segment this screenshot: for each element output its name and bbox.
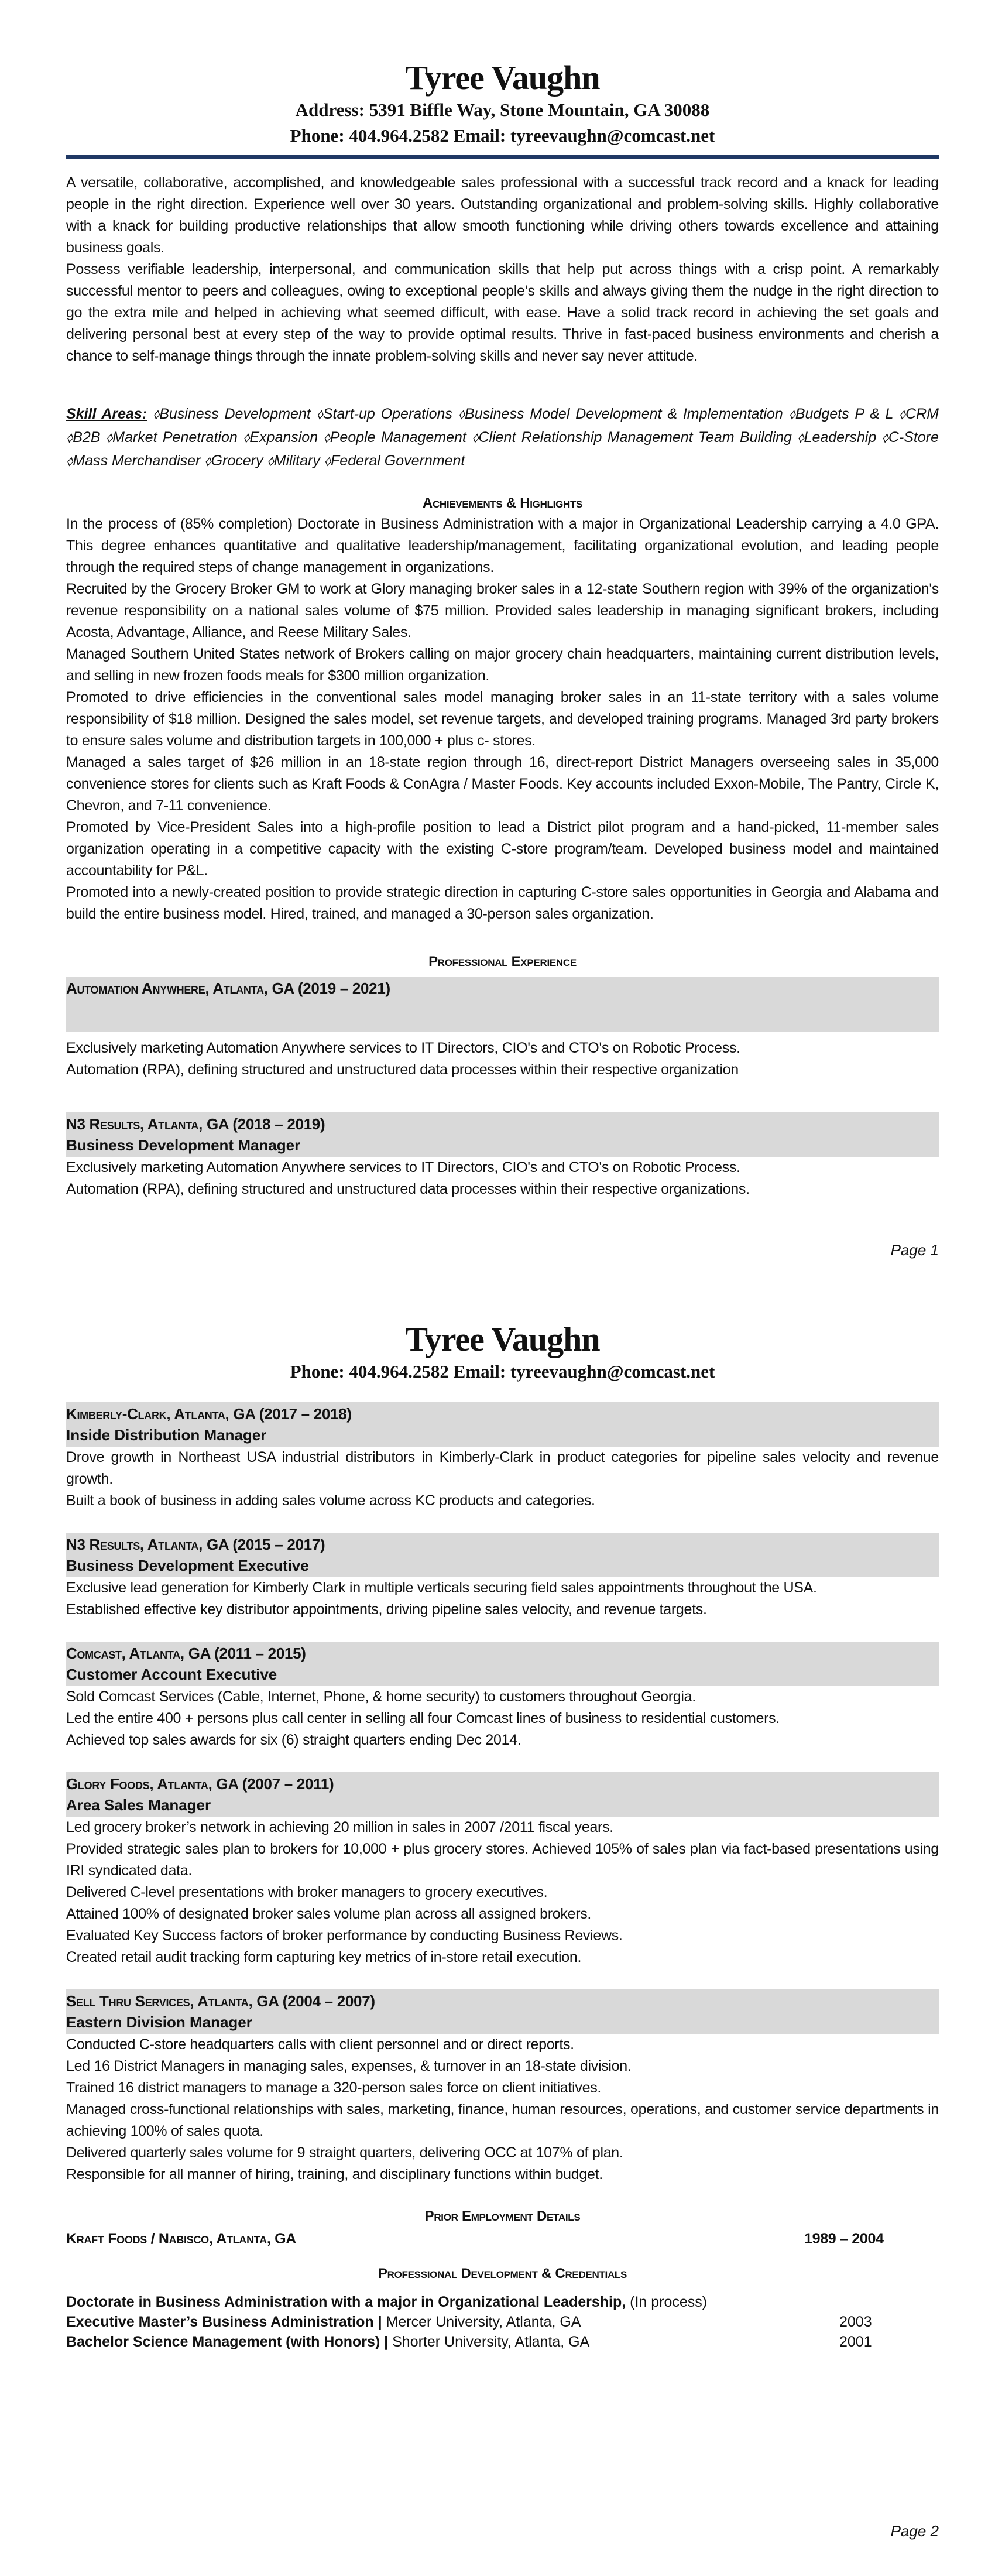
job-company: Sell Thru Services, Atlanta, GA (2004 – 2007)	[66, 1992, 375, 2010]
credentials-list	[66, 2292, 939, 2352]
achievement-item: Promoted into a newly-created position to provide strategic direction in capturing C-store sales opportunities in Georgia and Alabama and build the entire business model. Hired, trained, and managed a 30-person sales organization.	[66, 884, 939, 922]
achievement-item: Managed a sales target of $26 million in an 18-state region through 16, direct-report District Managers overseeing sales in 35,000 convenience stores for clients such as Kraft Foods & ConAgra / Master Foods. Key accounts included Exxon-Mobile, The Pantry, Circle K, Chevron, and 7-11 convenience.	[66, 754, 939, 814]
job-entry	[66, 1112, 939, 1200]
job-bullet: Delivered quarterly sales volume for 9 straight quarters, delivering OCC at 107% of plan.	[66, 2145, 623, 2161]
credential-text	[66, 2332, 839, 2352]
job-description	[66, 1157, 939, 1200]
credential-degree: Executive Master’s Business Administration |	[66, 2314, 382, 2330]
job-bullet: Managed cross-functional relationships with sales, marketing, finance, human resources, operations, and customer service departments in achieving 100% of sales quota.	[66, 2101, 939, 2139]
credential-text	[66, 2312, 839, 2332]
job-bullet: Led the entire 400 + persons plus call center in selling all four Comcast lines of business to residential customers.	[66, 1710, 780, 1727]
credentials-heading: Professional Development & Credentials	[378, 2266, 627, 2282]
job-description	[66, 2034, 939, 2186]
resume-header	[66, 59, 939, 149]
job-bullet: Exclusively marketing Automation Anywhere services to IT Directors, CIO's and CTO's on Robotic Process.	[66, 1040, 740, 1056]
candidate-name: Tyree Vaughn	[405, 59, 600, 97]
credential-detail: Shorter University, Atlanta, GA	[388, 2334, 590, 2350]
job-header	[66, 1772, 939, 1817]
achievement-item: Recruited by the Grocery Broker GM to work at Glory managing broker sales in a 12-state Southern region with 39% of the organization's revenue responsibility on a national sales volume of $75 million. Provided sales leadership in managing significant brokers, including Acosta, Advantage, Alliance, and Reese Military Sales.	[66, 581, 939, 640]
job-bullet: Conducted C-store headquarters calls with client personnel and or direct reports.	[66, 2036, 574, 2053]
job-header	[66, 1533, 939, 1577]
job-company: Glory Foods, Atlanta, GA (2007 – 2011)	[66, 1775, 334, 1793]
summary-paragraph: A versatile, collaborative, accomplished, and knowledgeable sales professional with a successful track record and a knack for leading people in the right direction. Experience well over 30 years. Outstanding organizational and problem-solving skills. Highly collaborative with a knack for building productive relationships that allow smooth functioning while driving others towards excellence and attaining business goals.	[66, 174, 939, 256]
credential-detail: Mercer University, Atlanta, GA	[382, 2314, 581, 2330]
credential-degree: Bachelor Science Management (with Honors) |	[66, 2334, 389, 2350]
job-bullet: Created retail audit tracking form capturing key metrics of in-store retail execution.	[66, 1949, 582, 1965]
prior-employment-row	[66, 2229, 939, 2249]
job-entry	[66, 1533, 939, 1621]
job-header	[66, 1402, 939, 1447]
job-bullet: Built a book of business in adding sales volume across KC products and categories.	[66, 1492, 595, 1509]
job-bullet: Attained 100% of designated broker sales volume plan across all assigned brokers.	[66, 1906, 592, 1922]
contact-info: Phone: 404.964.2582 Email: tyreevaughn@comcast.net	[290, 125, 715, 146]
contact-info: Phone: 404.964.2582 Email: tyreevaughn@comcast.net	[290, 1361, 715, 1382]
job-header	[66, 1989, 939, 2034]
job-entry	[66, 977, 939, 1081]
job-bullet: Established effective key distributor appointments, driving pipeline sales velocity, and revenue targets.	[66, 1601, 707, 1618]
job-bullet: Automation (RPA), defining structured and unstructured data processes within their respective organizations.	[66, 1181, 750, 1197]
resume-header-page-2	[66, 1320, 939, 1385]
job-bullet: Drove growth in Northeast USA industrial distributors in Kimberly-Clark in product categories for pipeline sales velocity and revenue growth.	[66, 1449, 939, 1487]
job-title: Area Sales Manager	[66, 1796, 211, 1814]
job-bullet: Sold Comcast Services (Cable, Internet, Phone, & home security) to customers throughout Georgia.	[66, 1688, 696, 1705]
job-description	[66, 1037, 939, 1081]
job-company: N3 Results, Atlanta, GA (2018 – 2019)	[66, 1115, 325, 1133]
credential-detail: (In process)	[626, 2294, 708, 2310]
page-1-content	[66, 59, 939, 1200]
page-number: Page 2	[890, 2522, 939, 2540]
job-bullet: Evaluated Key Success factors of broker performance by conducting Business Reviews.	[66, 1927, 623, 1944]
job-description	[66, 1686, 939, 1751]
job-company: Comcast, Atlanta, GA (2011 – 2015)	[66, 1645, 306, 1662]
job-bullet: Exclusively marketing Automation Anywhere services to IT Directors, CIO's and CTO's on Robotic Process.	[66, 1159, 740, 1176]
job-bullet: Delivered C-level presentations with broker managers to grocery executives.	[66, 1884, 548, 1900]
achievement-item: In the process of (85% completion) Doctorate in Business Administration with a major in Organizational Leadership carrying a 4.0 GPA. This degree enhances quantitative and qualitative leadership/management, facilitating organizational evolution, and leading people through the required steps of change management in organizations.	[66, 516, 939, 576]
job-company: Automation Anywhere, Atlanta, GA (2019 – 2021)	[66, 979, 390, 997]
prior-company: Kraft Foods / Nabisco, Atlanta, GA	[66, 2231, 297, 2247]
achievements-heading: Achievements & Highlights	[422, 495, 583, 511]
job-bullet: Led 16 District Managers in managing sales, expenses, & turnover in an 18-state division.	[66, 2058, 632, 2074]
job-bullet: Exclusive lead generation for Kimberly Clark in multiple verticals securing field sales appointments throughout the USA.	[66, 1580, 817, 1596]
credential-year: 2003	[839, 2314, 872, 2330]
job-title: Business Development Executive	[66, 1557, 309, 1574]
header-divider	[66, 155, 939, 159]
credential-year: 2001	[839, 2334, 872, 2350]
summary	[66, 172, 939, 367]
job-entry	[66, 1642, 939, 1751]
job-entry	[66, 1772, 939, 1968]
job-company: Kimberly-Clark, Atlanta, GA (2017 – 2018)	[66, 1405, 352, 1423]
job-description	[66, 1447, 939, 1512]
job-header	[66, 977, 939, 1032]
job-bullet: Provided strategic sales plan to brokers for 10,000 + plus grocery stores. Achieved 105% of sales plan via fact-based presentations using IRI syndicated data.	[66, 1841, 939, 1879]
job-title: Business Development Manager	[66, 1136, 301, 1154]
credential-degree: Doctorate in Business Administration with a major in Organizational Leadership,	[66, 2294, 626, 2310]
achievements-list	[66, 513, 939, 925]
skill-areas-label: Skill Areas:	[66, 406, 147, 422]
job-entry	[66, 1989, 939, 2186]
summary-paragraph: Possess verifiable leadership, interpersonal, and communication skills that help put across things with a crisp point. A remarkably successful mentor to peers and colleagues, owing to exceptional people’s skills and always giving them the nudge in the right direction to go the extra mile and helped in achieving what seemed difficult, with ease. Have a solid track record in achieving the set goals and delivering personal best at every step of the way to provide optimal results. Thrive in fast-paced business environments and cherish a chance to self-manage things through the innate problem-solving skills and never say never attitude.	[66, 261, 939, 364]
resume-page-2	[0, 1288, 995, 2576]
page-number: Page 1	[890, 1241, 939, 1259]
credential-row	[66, 2332, 939, 2352]
experience-heading: Professional Experience	[428, 954, 577, 970]
credential-row	[66, 2312, 939, 2332]
job-title: Inside Distribution Manager	[66, 1426, 267, 1444]
credential-row	[66, 2292, 939, 2312]
job-bullet: Trained 16 district managers to manage a 320-person sales force on client initiatives.	[66, 2080, 602, 2096]
job-header	[66, 1642, 939, 1686]
page-2-content	[66, 1320, 939, 2352]
skill-areas	[66, 402, 939, 472]
credential-year	[839, 2292, 939, 2312]
address: Address: 5391 Biffle Way, Stone Mountain, GA 30088	[295, 100, 710, 120]
experience-list-page-2	[66, 1402, 939, 2186]
job-company: N3 Results, Atlanta, GA (2015 – 2017)	[66, 1536, 325, 1553]
job-header	[66, 1112, 939, 1157]
experience-list-page-1	[66, 977, 939, 1200]
job-description	[66, 1577, 939, 1621]
job-bullet: Responsible for all manner of hiring, training, and disciplinary functions within budget.	[66, 2166, 603, 2183]
prior-employment-heading: Prior Employment Details	[424, 2208, 581, 2224]
job-bullet: Achieved top sales awards for six (6) straight quarters ending Dec 2014.	[66, 1732, 521, 1748]
achievement-item: Promoted to drive efficiencies in the conventional sales model managing broker sales in an 11-state territory with a sales volume responsibility of $18 million. Designed the sales model, set revenue targets, and developed training programs. Managed 3rd party brokers to ensure sales volume and distribution targets in 100,000 + plus c- stores.	[66, 689, 939, 749]
achievement-item: Managed Southern United States network of Brokers calling on major grocery chain headquarters, maintaining current distribution levels, and selling in new frozen foods meals for $300 million organization.	[66, 646, 939, 684]
skill-areas-list: ⬨Business Development ⬨Start-up Operations ⬨Business Model Development & Implementation ⬨Budgets P & L ⬨CRM ⬨B2B ⬨Market Penetration ⬨Expansion ⬨People Management ⬨Client Relationship Management Team Building ⬨Leadership ⬨C-Store ⬨Mass Merchandiser ⬨Grocery ⬨Military ⬨Federal Government	[66, 406, 939, 469]
achievement-item: Promoted by Vice-President Sales into a high-profile position to lead a District pilot program and a hand-picked, 11-member sales organization operating in a competitive capacity with the existing C-store program/team. Developed business model and maintained accountability for P&L.	[66, 819, 939, 879]
candidate-name: Tyree Vaughn	[405, 1320, 600, 1358]
job-bullet: Automation (RPA), defining structured and unstructured data processes within their respective organization	[66, 1061, 739, 1078]
job-description	[66, 1817, 939, 1968]
prior-years: 1989 – 2004	[804, 2231, 884, 2247]
job-entry	[66, 1402, 939, 1512]
job-title: Customer Account Executive	[66, 1666, 277, 1683]
job-bullet: Led grocery broker’s network in achieving 20 million in sales in 2007 /2011 fiscal years.	[66, 1819, 613, 1835]
credential-text	[66, 2292, 839, 2312]
job-title: Eastern Division Manager	[66, 2013, 252, 2031]
